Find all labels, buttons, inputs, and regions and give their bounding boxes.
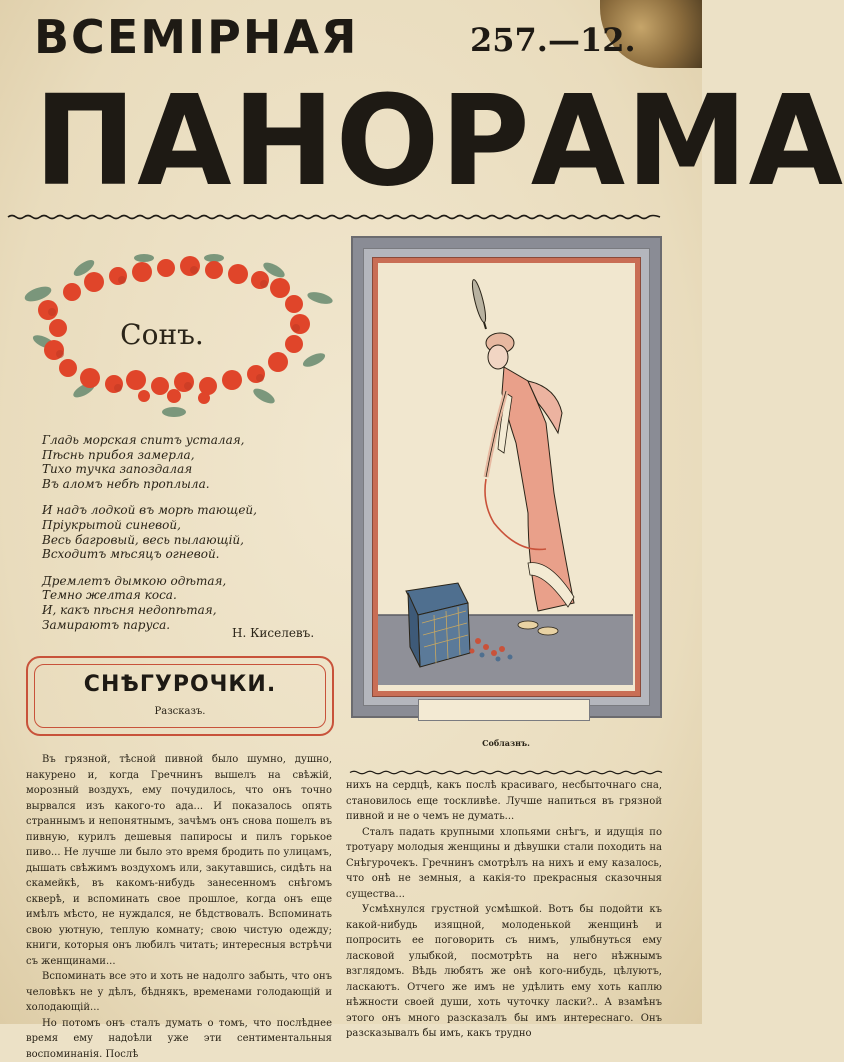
poem-body [42,433,292,644]
poem-line: Весь багровый, весь пылающiй, [42,533,292,548]
story-paragraph: нихъ на сердцѣ, какъ послѣ красиваго, несбыточнаго сна, становилось еще тоскливѣе. Лучше напиться въ грязной пивной и не о чемъ не думать... [346,778,662,825]
story-paragraph: Усмѣхнулся грустной усмѣшкой. Вотъ бы подойти къ какой-нибудь изящной, молоденькой женщинѣ и попросить ее поговорить съ нимъ, улыбнуться ему ласковой улыбкой, посмотрѣть на него нѣжнымъ взглядомъ. Вѣдь любятъ же онѣ кого-нибудь, цѣлуютъ, ласкаютъ. Отчего же имъ не удѣлить ему хоть каплю нѣжности своей души, хоть чуточку ласки?.. А взамѣнъ этого онъ много разсказалъ бы имъ интереснаго. Онъ разсказывалъ бы имъ, какъ трудно [346,902,662,1042]
story-title: СНѢГУРОЧКИ. [28,672,332,697]
illustration [378,263,635,691]
illustration-caption: Соблазнъ. [350,738,662,748]
poem-line: И надъ лодкой въ морѣ тающей, [42,503,292,518]
story-subtitle: Разсказъ. [28,706,332,717]
story-paragraph: Но потомъ онъ сталъ думать о томъ, что послѣднее время ему надоѣли уже эти сентиментальныя воспоминанiя. Послѣ [26,1016,332,1062]
poem-line: Темно желтая коса. [42,588,292,603]
poem-stanza [42,574,292,632]
poem-line: И, какъ пѣсня недопѣтая, [42,603,292,618]
poem-line: Прiукрытой синевой, [42,518,292,533]
story-paragraph: Въ грязной, тѣсной пивной было шумно, душно, накурено и, когда Гречнинъ вышелъ на свѣжiй, морозный воздухъ, ему почудилось, что онъ точно вырвался изъ какого-то ада... И показалось опять страннымъ и непонятнымъ, зачѣмъ онъ снова пошелъ въ пивную, курилъ дешевыя папиросы и пилъ горькое пиво... Не лучше ли было это время бродить по улицамъ, дышать свѣжимъ воздухомъ или, закутавшись, сидѣть на скамейкѣ, въ какомъ-нибудь занесенномъ снѣгомъ скверѣ, и вспоминать свое прошлое, когда онъ еще имѣлъ мѣсто, не нуждался, не бѣдствовалъ. Вспоминать свою уютную, теплую комнату; свою чистую одежду; книги, которыя онъ любилъ читать; интересныя встрѣчи съ женщинами... [26,752,332,969]
poem-author: Н. Киселевъ. [232,626,352,640]
issue-number: 257.—12. [470,24,636,56]
poem-line: Всходитъ мѣсяцъ огневой. [42,547,292,562]
poem-line: Гладь морская спитъ усталая, [42,433,292,448]
poem-line: Дремлетъ дымкою одѣтая, [42,574,292,589]
illustration-frame [351,236,662,718]
poem-line: Пѣснь прибоя замерла, [42,448,292,463]
frame-caption-plate [418,699,590,721]
poem-line: Тихо тучка запоздалая [42,462,292,477]
story-column-left [26,752,332,1062]
poem-line: Замираютъ паруса. [42,618,292,633]
masthead-line-2: ПАНОРАМА [34,79,674,203]
illustration-frame-mid [363,248,650,706]
story-paragraph: Сталъ падать крупными хлопьями снѣгъ, и идущiя по тротуару молодыя женщины и дѣвушки стали походить на Снѣгурочекъ. Гречнинъ смотрѣлъ на нихъ и ему казалось, что онѣ не земныя, а какiя-то прекрасныя сказочныя существа... [346,825,662,903]
poem-title: Сонъ. [112,318,212,351]
masthead-line-1: ВСЕМIРНАЯ [34,14,358,60]
story-paragraph: Вспоминать все это и хоть не надолго забыть, что онъ человѣкъ не у дѣлъ, бѣднякъ, временами голодающiй и холодающiй... [26,969,332,1016]
illustration-frame-inner [372,257,641,697]
poem-stanza [42,433,292,491]
masthead-rule [8,214,660,220]
poem-line: Въ аломъ небѣ проплыла. [42,477,292,492]
poem-stanza [42,503,292,561]
story-column-right [346,778,662,1042]
story-title-box [26,656,334,736]
